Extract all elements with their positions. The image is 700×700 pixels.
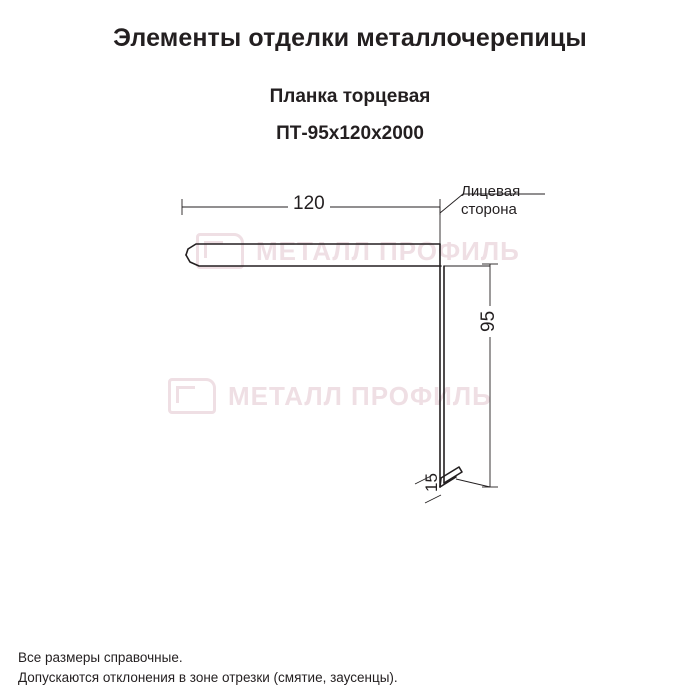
product-code: ПТ-95x120x2000: [276, 123, 424, 144]
profile-top-edge: [186, 244, 440, 255]
product-name: Планка торцевая: [269, 86, 431, 107]
watermark-text: МЕТАЛЛ ПРОФИЛЬ: [256, 235, 520, 266]
footnote-2: Допускаются отклонения в зоне отрезки (смятие, заусенцы).: [18, 670, 398, 685]
callout-line-2: сторона: [461, 201, 517, 218]
footnotes: [18, 648, 398, 688]
dimension-label-95: 95: [478, 306, 500, 337]
profile-drip-edge: [186, 255, 441, 266]
callout-front-side: [461, 183, 520, 219]
watermark-text: МЕТАЛЛ ПРОФИЛЬ: [228, 380, 492, 411]
dimension-label-120: 120: [288, 193, 330, 215]
ext-line-95-bottom: [456, 479, 490, 487]
profile-bottom-flange-outer: [440, 477, 456, 487]
page-title: Элементы отделки металлочерепицы: [113, 24, 587, 52]
dimension-label-15: 15: [422, 473, 441, 492]
callout-line-1: Лицевая: [461, 183, 521, 200]
footnote-1: Все размеры справочные.: [18, 650, 183, 665]
callout-leader-line: [440, 194, 463, 213]
